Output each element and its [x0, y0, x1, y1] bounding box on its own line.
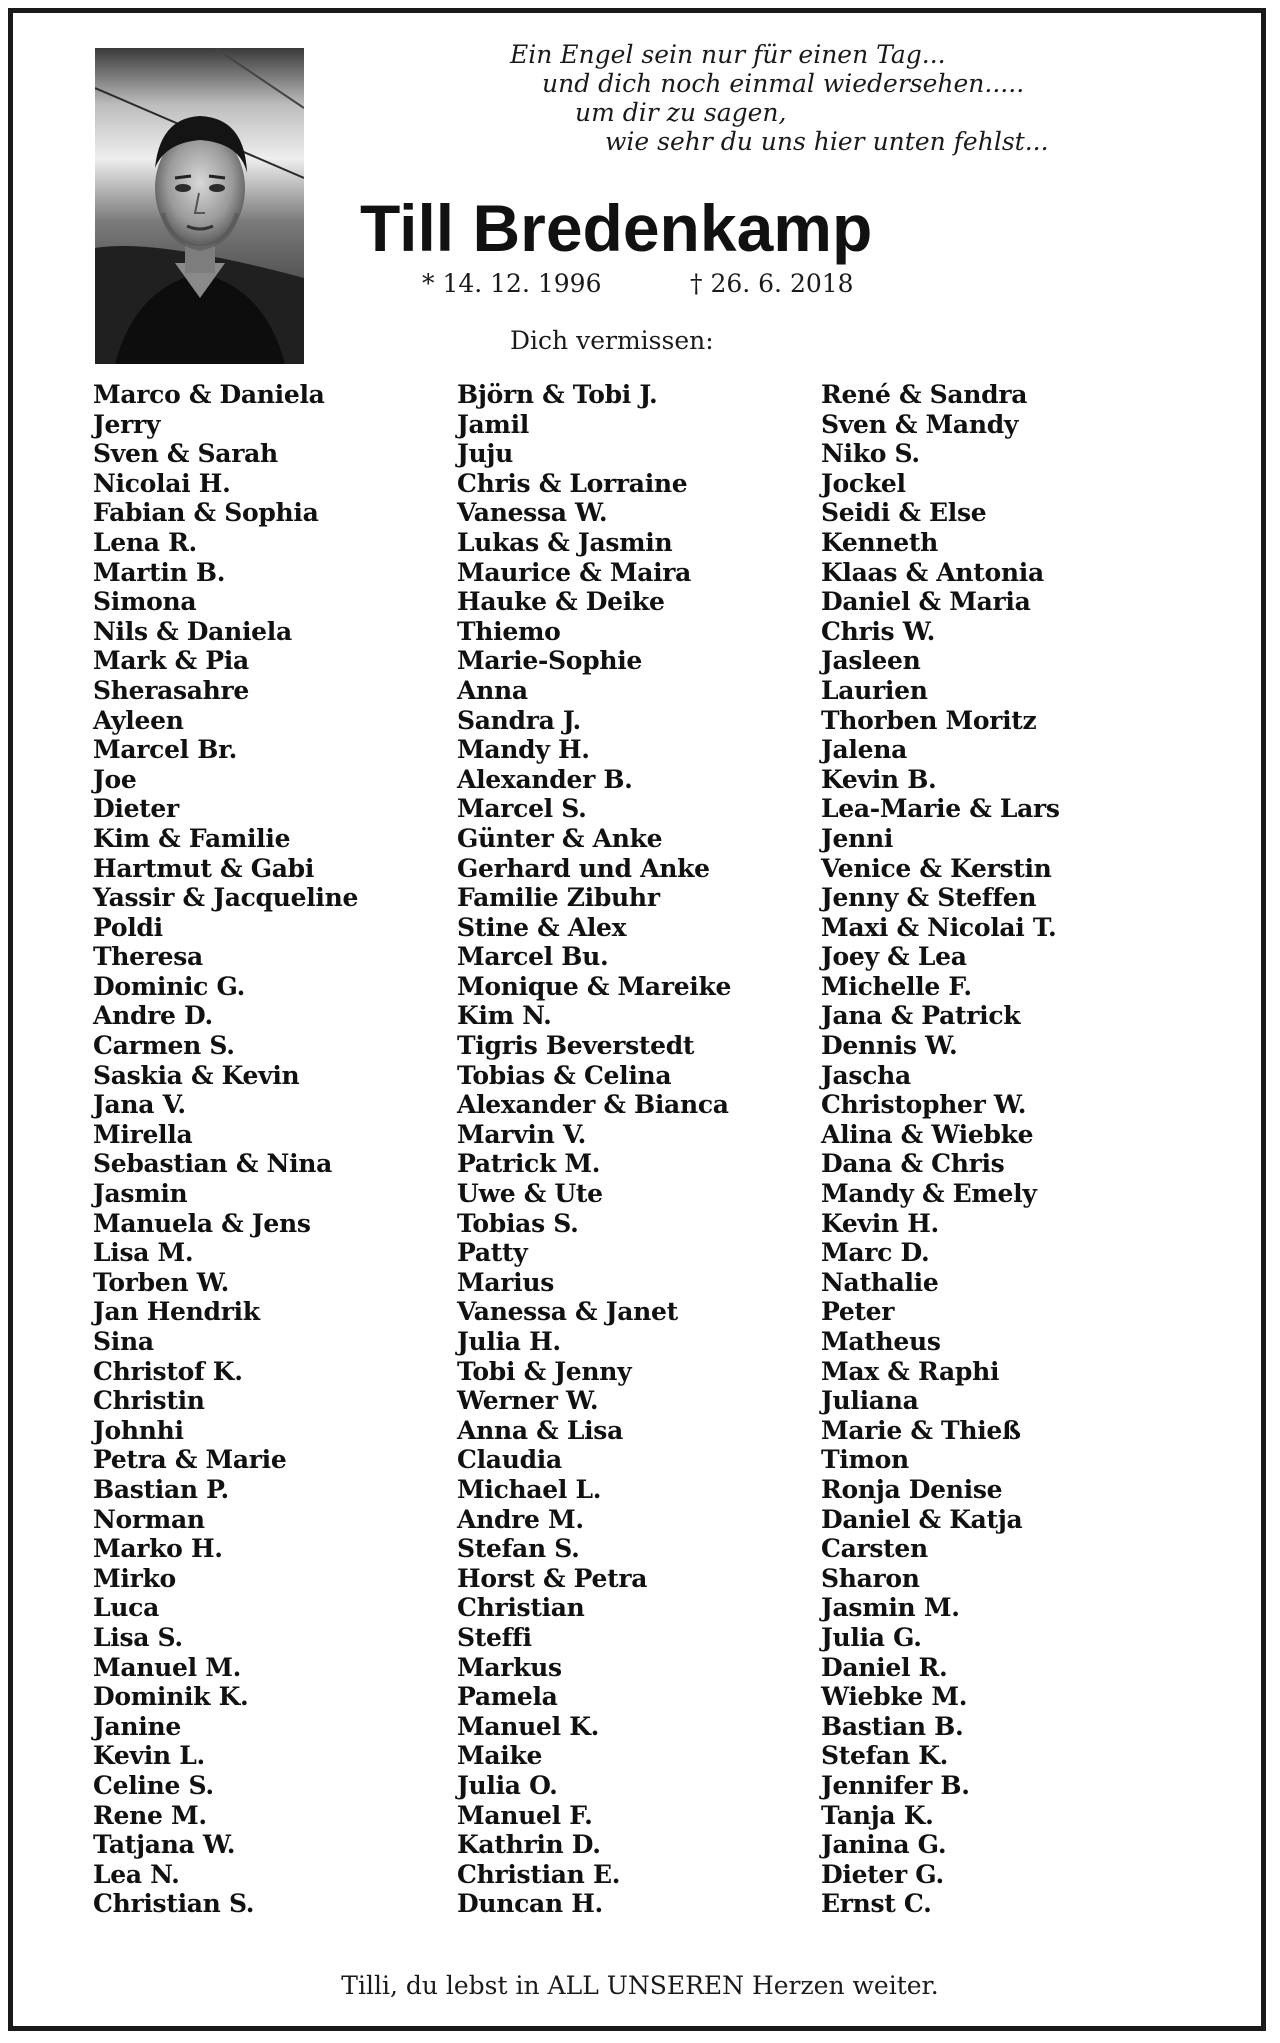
mourner-name: Claudia — [457, 1445, 562, 1475]
portrait-image — [95, 48, 304, 364]
mourner-name: Daniel & Katja — [821, 1504, 1023, 1534]
mourner-name: Sherasahre — [93, 675, 250, 705]
missing-label: Dich vermissen: — [510, 326, 714, 355]
mourner-name: Seidi & Else — [821, 498, 987, 528]
mourner-name: Horst & Petra — [457, 1563, 648, 1593]
mourner-name: Dennis W. — [821, 1031, 958, 1061]
mourner-name: Jana & Patrick — [821, 1001, 1021, 1031]
portrait-photo — [95, 48, 304, 364]
mourner-name: Monique & Mareike — [457, 971, 732, 1001]
mourner-name: Andre M. — [457, 1504, 584, 1534]
mourner-name: Sandra J. — [457, 705, 581, 735]
mourner-name: Tigris Beverstedt — [457, 1031, 695, 1061]
mourner-name: Jascha — [821, 1060, 911, 1090]
mourner-name: Tobi & Jenny — [457, 1356, 632, 1386]
mourner-name: Kevin H. — [821, 1208, 939, 1238]
mourner-name: Marie & Thieß — [821, 1415, 1021, 1445]
mourner-name: Laurien — [821, 675, 928, 705]
mourner-name: Klaas & Antonia — [821, 557, 1044, 587]
mourner-name: Wiebke M. — [821, 1682, 968, 1712]
mourner-name: Tanja K. — [821, 1800, 934, 1830]
mourner-name: Duncan H. — [457, 1889, 603, 1919]
mourner-name: Maike — [457, 1741, 543, 1771]
mourner-name: Werner W. — [457, 1386, 599, 1416]
mourner-name: Christian S. — [93, 1889, 255, 1919]
mourner-name: Björn & Tobi J. — [457, 380, 658, 409]
mourner-name: Simona — [93, 587, 197, 617]
mourners-column-3 — [821, 380, 1060, 1919]
mourner-name: Carmen S. — [93, 1031, 235, 1061]
mourner-name: Marc D. — [821, 1238, 930, 1268]
mourner-name: Tatjana W. — [93, 1830, 236, 1860]
mourner-name: Julia O. — [457, 1770, 558, 1800]
mourner-name: Tobias & Celina — [457, 1060, 672, 1090]
mourner-name: Gerhard und Anke — [457, 853, 710, 883]
mourner-name: Daniel & Maria — [821, 587, 1031, 617]
closing-line: Tilli, du lebst in ALL UNSEREN Herzen weiter. — [341, 1971, 939, 2000]
mourner-name: Dieter G. — [821, 1859, 944, 1889]
mourner-name: Kathrin D. — [457, 1830, 601, 1860]
mourner-name: Günter & Anke — [457, 823, 663, 853]
mourner-name: Alina & Wiebke — [821, 1119, 1034, 1149]
mourner-name: Jalena — [821, 735, 908, 765]
mourner-name: Yassir & Jacqueline — [93, 883, 359, 913]
mourner-name: Sven & Sarah — [93, 439, 278, 469]
mourner-name: Tobias S. — [457, 1208, 579, 1238]
mourner-name: Bastian P. — [93, 1474, 229, 1504]
deceased-name: Till Bredenkamp — [360, 191, 873, 265]
mourner-name: Marcel Br. — [93, 735, 238, 765]
mourner-name: Jenny & Steffen — [821, 883, 1037, 913]
mourner-name: Maurice & Maira — [457, 557, 692, 587]
mourner-name: Janina G. — [821, 1830, 947, 1860]
mourner-name: Patrick M. — [457, 1149, 601, 1179]
mourner-name: Johnhi — [93, 1415, 184, 1445]
mourner-name: Saskia & Kevin — [93, 1060, 300, 1090]
mourner-name: Manuel F. — [457, 1800, 593, 1830]
mourner-name: Uwe & Ute — [457, 1179, 603, 1209]
mourner-name: Sharon — [821, 1563, 920, 1593]
mourner-name: Kenneth — [821, 527, 938, 557]
mourner-name: Thorben Moritz — [821, 705, 1037, 735]
mourner-name: Joe — [93, 764, 137, 794]
mourner-name: Vanessa W. — [457, 498, 608, 528]
mourner-name: Lisa M. — [93, 1238, 194, 1268]
mourner-name: Pamela — [457, 1682, 558, 1712]
mourner-name: Jennifer B. — [821, 1770, 970, 1800]
mourner-name: Dieter — [93, 794, 179, 824]
mourner-name: Petra & Marie — [93, 1445, 287, 1475]
mourner-name: Chris W. — [821, 616, 936, 646]
mourner-name: Mirko — [93, 1563, 176, 1593]
birth-date: * 14. 12. 1996 — [422, 269, 602, 298]
mourner-name: Michelle F. — [821, 971, 972, 1001]
mourner-name: Celine S. — [93, 1770, 214, 1800]
mourner-name: Marcel Bu. — [457, 942, 609, 972]
mourner-name: Hauke & Deike — [457, 587, 665, 617]
mourner-name: Ronja Denise — [821, 1474, 1003, 1504]
mourner-name: Mandy H. — [457, 735, 590, 765]
mourner-name: Marcel S. — [457, 794, 587, 824]
poem-line: wie sehr du uns hier unten fehlst... — [605, 127, 1049, 156]
poem-line: um dir zu sagen, — [575, 98, 787, 127]
mourner-name: Lea-Marie & Lars — [821, 794, 1060, 824]
mourner-name: Jockel — [821, 468, 906, 498]
mourner-name: Juliana — [821, 1386, 919, 1416]
mourner-name: Timon — [821, 1445, 909, 1475]
mourner-name: Anna — [457, 675, 528, 705]
mourner-name: Kevin L. — [93, 1741, 205, 1771]
mourner-name: Dominik K. — [93, 1682, 249, 1712]
mourner-name: Christian E. — [457, 1859, 621, 1889]
mourner-name: Jan Hendrik — [93, 1297, 260, 1327]
mourner-name: Sven & Mandy — [821, 409, 1019, 439]
mourners-column-1 — [93, 380, 358, 1919]
mourner-name: Marie-Sophie — [457, 646, 643, 676]
mourner-name: Kim N. — [457, 1001, 552, 1031]
mourner-name: Joey & Lea — [821, 942, 967, 972]
mourner-name: Maxi & Nicolai T. — [821, 912, 1057, 942]
mourner-name: Stine & Alex — [457, 912, 627, 942]
mourner-name: Jenni — [821, 823, 894, 853]
mourner-name: René & Sandra — [821, 380, 1028, 409]
mourner-name: Steffi — [457, 1622, 532, 1652]
mourner-name: Familie Zibuhr — [457, 883, 660, 913]
mourner-name: Lena R. — [93, 527, 197, 557]
mourner-name: Ernst C. — [821, 1889, 932, 1919]
mourner-name: Lukas & Jasmin — [457, 527, 673, 557]
mourner-name: Peter — [821, 1297, 895, 1327]
mourner-name: Janine — [93, 1711, 181, 1741]
mourner-name: Christian — [457, 1593, 585, 1623]
mourner-name: Dominic G. — [93, 971, 246, 1001]
mourner-name: Patty — [457, 1238, 528, 1268]
mourner-name: Rene M. — [93, 1800, 207, 1830]
mourner-name: Julia H. — [457, 1327, 561, 1356]
mourner-name: Poldi — [93, 912, 163, 942]
mourner-name: Matheus — [821, 1327, 941, 1356]
mourner-name: Manuel M. — [93, 1652, 242, 1682]
mourner-name: Jana V. — [93, 1090, 186, 1120]
mourner-name: Christin — [93, 1386, 205, 1416]
mourner-name: Marius — [457, 1267, 554, 1297]
mourner-name: Christopher W. — [821, 1090, 1027, 1120]
mourner-name: Mirella — [93, 1119, 193, 1149]
mourner-name: Fabian & Sophia — [93, 498, 319, 528]
poem-line: und dich noch einmal wiedersehen..... — [542, 69, 1025, 98]
mourner-name: Kim & Familie — [93, 823, 291, 853]
mourner-name: Michael L. — [457, 1474, 602, 1504]
mourner-name: Stefan K. — [821, 1741, 949, 1771]
mourner-name: Manuel K. — [457, 1711, 600, 1741]
mourner-name: Mark & Pia — [93, 646, 249, 676]
mourner-name: Jamil — [457, 409, 529, 439]
mourner-name: Norman — [93, 1504, 205, 1534]
mourner-name: Luca — [93, 1593, 159, 1623]
mourner-name: Bastian B. — [821, 1711, 964, 1741]
mourner-name: Alexander B. — [457, 764, 633, 794]
mourner-name: Markus — [457, 1652, 562, 1682]
death-date: † 26. 6. 2018 — [690, 269, 854, 298]
mourner-name: Jerry — [93, 409, 161, 439]
mourner-name: Torben W. — [93, 1267, 230, 1297]
poem — [500, 40, 1049, 156]
mourner-name: Mandy & Emely — [821, 1179, 1037, 1209]
mourner-name: Vanessa & Janet — [457, 1297, 678, 1327]
mourner-name: Lea N. — [93, 1859, 180, 1889]
mourner-name: Martin B. — [93, 557, 226, 587]
mourner-name: Chris & Lorraine — [457, 468, 688, 498]
mourner-name: Jasleen — [821, 646, 921, 676]
mourner-name: Julia G. — [821, 1622, 922, 1652]
mourner-name: Nathalie — [821, 1267, 939, 1297]
mourner-name: Venice & Kerstin — [821, 853, 1052, 883]
mourner-name: Marco & Daniela — [93, 380, 325, 409]
mourner-name: Anna & Lisa — [457, 1415, 623, 1445]
mourner-name: Jasmin M. — [821, 1593, 960, 1623]
mourner-name: Hartmut & Gabi — [93, 853, 315, 883]
mourner-name: Thiemo — [457, 616, 561, 646]
mourner-name: Dana & Chris — [821, 1149, 1005, 1179]
mourner-name: Nicolai H. — [93, 468, 231, 498]
mourner-name: Carsten — [821, 1534, 928, 1564]
poem-line: Ein Engel sein nur für einen Tag... — [510, 40, 946, 69]
mourners-column-2 — [457, 380, 731, 1919]
mourner-name: Christof K. — [93, 1356, 243, 1386]
mourner-name: Nils & Daniela — [93, 616, 292, 646]
mourner-name: Lisa S. — [93, 1622, 183, 1652]
mourner-name: Manuela & Jens — [93, 1208, 311, 1238]
mourner-name: Niko S. — [821, 439, 920, 469]
mourner-name: Juju — [457, 439, 514, 469]
mourner-name: Sina — [93, 1327, 154, 1356]
mourner-name: Theresa — [93, 942, 203, 972]
mourner-name: Jasmin — [93, 1179, 188, 1209]
mourner-name: Ayleen — [93, 705, 184, 735]
mourner-name: Kevin B. — [821, 764, 937, 794]
mourner-name: Stefan S. — [457, 1534, 580, 1564]
mourner-name: Alexander & Bianca — [457, 1090, 729, 1120]
mourner-name: Andre D. — [93, 1001, 213, 1031]
mourner-name: Daniel R. — [821, 1652, 948, 1682]
mourner-name: Marvin V. — [457, 1119, 586, 1149]
mourner-name: Marko H. — [93, 1534, 223, 1564]
mourner-name: Sebastian & Nina — [93, 1149, 333, 1179]
mourner-name: Max & Raphi — [821, 1356, 1000, 1386]
